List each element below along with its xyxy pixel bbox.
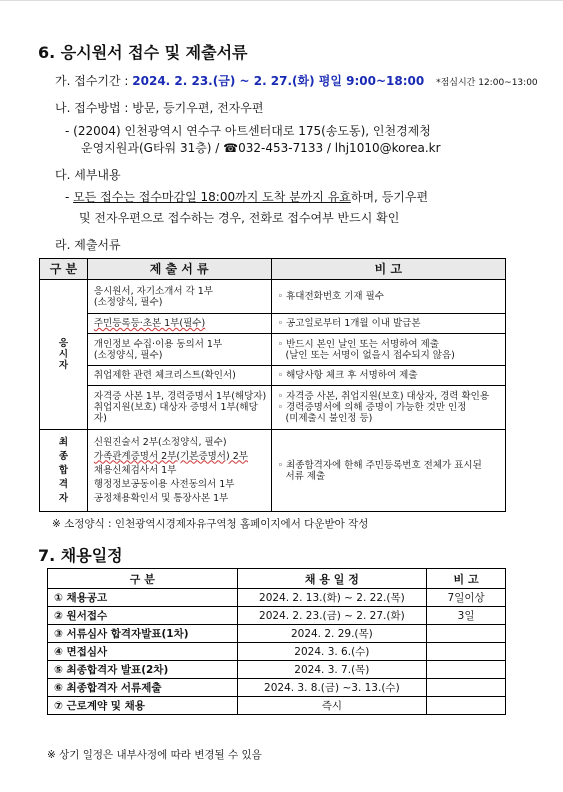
doc-text: 신원진술서 2부(소정양식, 필수) bbox=[93, 436, 227, 448]
step-date: 2024. 3. 7.(목) bbox=[237, 661, 427, 679]
note-text: ◦ 공고일로부터 1개월 이내 발급본 bbox=[277, 318, 421, 329]
step-label: 최종합격자 서류제출 bbox=[66, 682, 162, 694]
table-row bbox=[48, 679, 506, 697]
page-top-border bbox=[0, 0, 563, 1]
details-line-1 bbox=[65, 188, 428, 205]
documents-header-category: 구 분 bbox=[40, 259, 88, 280]
details-emphasis: 모든 접수는 접수마감일 18:00까지 도착 분까지 유효 bbox=[73, 190, 351, 204]
table-row bbox=[40, 386, 506, 430]
step-date: 2024. 2. 23.(금) ~ 2. 27.(화) bbox=[237, 607, 427, 625]
step-note bbox=[427, 625, 506, 643]
schedule-footnote: ※ 상기 일정은 내부사정에 따라 변경될 수 있음 bbox=[47, 749, 262, 761]
reception-period-value: 2024. 2. 23.(금) ~ 2. 27.(화) 평일 9:00~18:00 bbox=[132, 74, 425, 88]
note-text: (미제출시 불인정 등) bbox=[285, 413, 373, 424]
step-number: ② bbox=[54, 610, 63, 622]
group-final-label: 최 종 합 격 자 bbox=[40, 430, 88, 512]
table-row bbox=[48, 697, 506, 715]
doc-text: 취업제한 관련 체크리스트(확인서) bbox=[93, 370, 236, 381]
step-number: ① bbox=[54, 592, 63, 604]
doc-text: 개인정보 수집·이용 동의서 1부 bbox=[93, 338, 223, 350]
note-text: 서류 제출 bbox=[285, 470, 326, 482]
reception-period-line bbox=[55, 72, 538, 89]
forms-footnote: ※ 소정양식 : 인천광역시경제자유구역청 홈페이지에서 다운받아 작성 bbox=[52, 518, 369, 530]
details-dash: - bbox=[65, 190, 74, 204]
step-date: 2024. 3. 8.(금) ~3. 13.(수) bbox=[237, 679, 427, 697]
step-date: 2024. 2. 13.(화) ~ 2. 22.(목) bbox=[237, 589, 427, 607]
note-text: ◦ 경력증명서에 의해 증명이 가능한 것만 인정 bbox=[277, 402, 467, 413]
doc-text: 가족관계증명서 2부(기본증명서) 2부 bbox=[93, 450, 248, 462]
group-applicant-label: 응 시 자 bbox=[40, 280, 88, 430]
schedule-header-category: 구 분 bbox=[48, 569, 238, 589]
section7-title: 7. 채용일정 bbox=[38, 546, 123, 565]
step-number: ③ bbox=[54, 628, 63, 640]
table-row bbox=[40, 334, 506, 366]
doc-text: (소정양식, 필수) bbox=[93, 296, 163, 308]
reception-method-title: 나. 접수방법 : 방문, 등기우편, 전자우편 bbox=[55, 101, 264, 115]
documents-table bbox=[39, 258, 506, 512]
documents-title: 라. 제출서류 bbox=[55, 238, 121, 252]
details-title: 다. 세부내용 bbox=[55, 168, 121, 182]
step-label: 서류심사 합격자발표(1차) bbox=[66, 628, 189, 640]
step-label: 채용공고 bbox=[66, 592, 108, 604]
step-note bbox=[427, 697, 506, 715]
step-note: 7일이상 bbox=[427, 589, 506, 607]
table-row bbox=[40, 280, 506, 314]
table-row bbox=[48, 625, 506, 643]
step-label: 원서접수 bbox=[66, 610, 108, 622]
note-text: ◦ 자격증 사본, 취업지원(보호) 대상자, 경력 확인용 bbox=[277, 391, 490, 402]
step-note bbox=[427, 679, 506, 697]
note-text: ◦ 휴대전화번호 기재 필수 bbox=[277, 291, 384, 302]
details-rest: 하며, 등기우편 bbox=[350, 190, 429, 204]
doc-text: 응시원서, 자기소개서 각 1부 bbox=[93, 285, 213, 297]
step-note: 3일 bbox=[427, 607, 506, 625]
schedule-table bbox=[47, 568, 506, 715]
table-row bbox=[48, 607, 506, 625]
doc-text: 공정채용확인서 및 통장사본 1부 bbox=[93, 492, 229, 504]
address-line-2: 운영지원과(G타워 31층) / ☎032-453-7133 / lhj1010@korea.kr bbox=[81, 141, 441, 155]
doc-text: 채용신체검사서 1부 bbox=[93, 464, 177, 476]
note-text: ◦ 최종합격자에 한해 주민등록번호 전체가 표시된 bbox=[277, 459, 482, 471]
details-line-2: 및 전자우편으로 접수하는 경우, 전화로 접수여부 반드시 확인 bbox=[79, 211, 400, 225]
step-number: ④ bbox=[54, 646, 63, 658]
step-date: 2024. 2. 29.(목) bbox=[237, 625, 427, 643]
table-row bbox=[48, 589, 506, 607]
note-text: (날인 또는 서명이 없을시 접수되지 않음) bbox=[285, 349, 455, 361]
step-label: 근로계약 및 채용 bbox=[66, 700, 145, 712]
address-line-1: - (22004) 인천광역시 연수구 아트센터대로 175(송도동), 인천경제청 bbox=[65, 124, 431, 138]
documents-header-docs: 제 출 서 류 bbox=[87, 259, 271, 280]
note-text: ◦ 반드시 본인 날인 또는 서명하여 제출 bbox=[277, 338, 439, 350]
reception-period-prefix: 가. 접수기간 : bbox=[55, 74, 133, 88]
lunch-note: *점심시간 12:00~13:00 bbox=[436, 78, 538, 88]
step-number: ⑤ bbox=[54, 664, 63, 676]
note-text: ◦ 해당사항 체크 후 서명하여 제출 bbox=[277, 370, 418, 381]
step-date: 2024. 3. 6.(수) bbox=[237, 643, 427, 661]
doc-text: 행정정보공동이용 사전동의서 1부 bbox=[93, 478, 235, 490]
schedule-header-date: 채 용 일 정 bbox=[237, 569, 427, 589]
section6-title: 6. 응시원서 접수 및 제출서류 bbox=[38, 43, 248, 62]
step-note bbox=[427, 661, 506, 679]
doc-text: 주민등록등·초본 1부(필수) bbox=[93, 318, 206, 329]
table-row bbox=[40, 314, 506, 334]
step-number: ⑥ bbox=[54, 682, 63, 694]
documents-header-note: 비 고 bbox=[271, 259, 506, 280]
doc-text: 자격증 사본 1부, 경력증명서 1부(해당자) bbox=[93, 391, 267, 402]
step-label: 최종합격자 발표(2차) bbox=[66, 664, 169, 676]
table-row bbox=[40, 366, 506, 386]
step-label: 면접심사 bbox=[66, 646, 108, 658]
step-date: 즉시 bbox=[237, 697, 427, 715]
doc-text: 취업지원(보호) 대상자 증명서 1부(해당자) bbox=[93, 402, 258, 424]
step-note bbox=[427, 643, 506, 661]
table-row bbox=[48, 643, 506, 661]
step-number: ⑦ bbox=[54, 700, 63, 712]
table-row bbox=[40, 430, 506, 512]
doc-text: (소정양식, 필수) bbox=[93, 349, 163, 361]
schedule-header-note: 비 고 bbox=[427, 569, 506, 589]
table-row bbox=[48, 661, 506, 679]
